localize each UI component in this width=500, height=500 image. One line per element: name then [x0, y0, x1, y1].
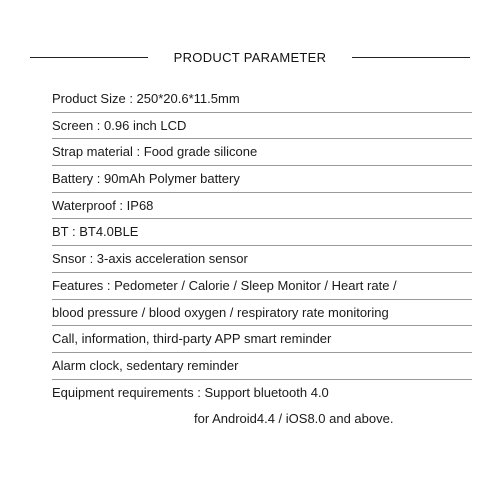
- parameter-list: [52, 86, 472, 433]
- param-features: Features : Pedometer / Calorie / Sleep Monitor / Heart rate /: [52, 273, 472, 300]
- param-product-size: Product Size : 250*20.6*11.5mm: [52, 86, 472, 113]
- param-battery: Battery : 90mAh Polymer battery: [52, 166, 472, 193]
- param-smart-reminder: Call, information, third-party APP smart reminder: [52, 326, 472, 353]
- param-screen: Screen : 0.96 inch LCD: [52, 113, 472, 140]
- param-features-continued: blood pressure / blood oxygen / respiratory rate monitoring: [52, 300, 472, 327]
- section-header: [30, 48, 470, 68]
- header-divider-right: [352, 57, 470, 58]
- param-strap-material: Strap material : Food grade silicone: [52, 139, 472, 166]
- param-bluetooth: BT : BT4.0BLE: [52, 219, 472, 246]
- param-equipment-requirements-continued: for Android4.4 / iOS8.0 and above.: [194, 411, 394, 427]
- param-alarm: Alarm clock, sedentary reminder: [52, 353, 472, 380]
- param-waterproof: Waterproof : IP68: [52, 193, 472, 220]
- page-title: PRODUCT PARAMETER: [173, 50, 327, 65]
- param-equipment-requirements: Equipment requirements : Support bluetooth 4.0: [52, 384, 329, 400]
- param-sensor: Snsor : 3-axis acceleration sensor: [52, 246, 472, 273]
